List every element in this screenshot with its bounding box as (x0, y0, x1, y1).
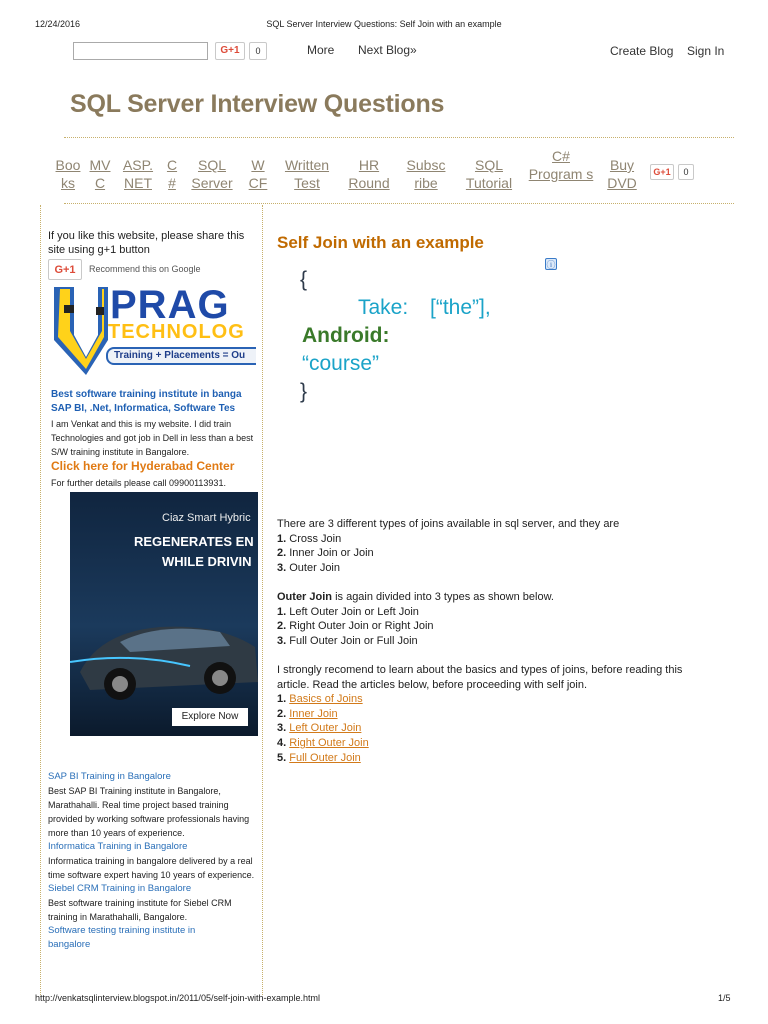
code-value2: “course” (302, 352, 380, 375)
tab-buy-dvd[interactable]: Buy DVD (607, 157, 637, 191)
article-item: 5. Full Outer Join (277, 751, 361, 764)
car-ad[interactable] (70, 492, 258, 736)
outer-item: 3. Full Outer Join or Full Join (277, 634, 418, 647)
car-ad-line3: WHILE DRIVIN (162, 554, 252, 569)
car-ad-line2: REGENERATES EN (134, 534, 254, 549)
hyderabad-link[interactable]: Click here for Hyderabad Center (51, 459, 235, 473)
tab-csharp-programs[interactable]: C# Program s (528, 148, 594, 182)
ad-info-icon[interactable]: ⓘ (546, 260, 556, 270)
code-close-brace: } (300, 380, 308, 403)
sidebar-link-siebel[interactable]: Siebel CRM Training in Bangalore (48, 883, 192, 894)
sidebar-link-testing[interactable]: Software testing training institute in bangalore (48, 925, 196, 950)
recommend-text: I strongly recomend to learn about the basics and types of joins, before reading this article. Read the articles below, before proceeding with self join. (277, 663, 683, 691)
ad-body: I am Venkat and this is my website. I did train Technologies and got job in Dell in less than a best S/W training institute in Bangalore. (51, 419, 254, 457)
sidebar-desc-siebel: Best software training institute for Siebel CRM training in Marathahalli, Bangalore. (48, 898, 232, 922)
title-divider (64, 137, 734, 138)
article-item: 2. Inner Join (277, 707, 338, 720)
tabs-divider (64, 203, 734, 204)
article-item: 3. Left Outer Join (277, 722, 362, 735)
more-link[interactable]: More (307, 43, 335, 57)
prag-tagline: Training + Placements = Ou (114, 350, 246, 361)
print-title: SQL Server Interview Questions: Self Join with an example (266, 19, 502, 29)
join-item: 2. Inner Join or Join (277, 547, 374, 560)
call-text: For further details please call 09900113931. (51, 478, 226, 488)
sidebar-link-informatica[interactable]: Informatica Training in Bangalore (48, 841, 188, 852)
sidebar-gplus-button[interactable]: G+1 (48, 259, 82, 280)
code-value: [“the”], (430, 296, 491, 319)
gplus-count: 0 (249, 42, 267, 60)
recommend-google: Recommend this on Google (89, 264, 201, 274)
tab-subscribe[interactable]: Subsc ribe (406, 157, 446, 191)
tabs-gplus-button[interactable]: G+1 (650, 164, 674, 180)
article-link-inner[interactable]: Inner Join (289, 707, 338, 720)
sidebar-left-border (40, 205, 41, 995)
tab-sql-tutorial[interactable]: SQL Tutorial (465, 157, 513, 191)
tab-books[interactable]: Boo ks (55, 157, 81, 191)
gplus-button[interactable]: G+1 (215, 42, 245, 60)
print-url: http://venkatsqlinterview.blogspot.in/2011/05/self-join-with-example.html (35, 993, 320, 1003)
sidebar-desc-informatica: Informatica training in bangalore delivered by a real time software expert having 10 years of experience. (48, 856, 255, 880)
code-open-brace: { (300, 268, 308, 291)
sidebar-links (48, 770, 258, 952)
explore-now-button[interactable]: Explore Now (172, 708, 248, 726)
blogger-search-input[interactable] (73, 42, 208, 60)
code-ad (298, 266, 558, 406)
tab-wcf[interactable]: W CF (248, 157, 268, 191)
share-text: If you like this website, please share this site using g+1 button (48, 230, 245, 256)
outer-item: 2. Right Outer Join or Right Join (277, 620, 434, 633)
tab-csharp[interactable]: C # (166, 157, 178, 191)
sidebar-desc-sap-bi: Best SAP BI Training institute in Bangalore, Marathahalli. Real time project based training provided by working software professionals having more than 10 years of experience. (48, 786, 250, 838)
code-key: Take: (358, 296, 409, 319)
outer-item: 1. Left Outer Join or Left Join (277, 605, 419, 618)
next-blog-link[interactable]: Next Blog» (358, 43, 417, 57)
post-body (277, 517, 717, 765)
tab-hr-round[interactable]: HR Round (348, 157, 390, 191)
article-link-basics[interactable]: Basics of Joins (289, 693, 363, 706)
ad-subline[interactable]: SAP BI, .Net, Informatica, Software Tes (51, 403, 236, 414)
tab-written-test[interactable]: Written Test (284, 157, 330, 191)
print-date: 12/24/2016 (35, 19, 81, 29)
join-item: 1. Cross Join (277, 532, 342, 545)
code-key2: Android: (302, 324, 390, 347)
car-icon (70, 602, 258, 702)
prag-banner[interactable] (50, 285, 256, 385)
tab-aspnet[interactable]: ASP. NET (122, 157, 154, 191)
tab-sql-server[interactable]: SQL Server (191, 157, 233, 191)
post-title: Self Join with an example (277, 233, 484, 252)
article-link-left-outer[interactable]: Left Outer Join (289, 722, 362, 735)
sidebar-link-sap-bi[interactable]: SAP BI Training in Bangalore (48, 771, 171, 782)
ad-headline[interactable]: Best software training institute in banga (51, 389, 242, 400)
site-title[interactable]: SQL Server Interview Questions (70, 90, 445, 118)
article-item: 1. Basics of Joins (277, 693, 363, 706)
print-page: 1/5 (718, 993, 731, 1003)
sidebar-right-border (262, 205, 263, 995)
article-item: 4. Right Outer Join (277, 736, 369, 749)
article-link-full-outer[interactable]: Full Outer Join (289, 751, 361, 764)
sign-in-link[interactable]: Sign In (687, 44, 725, 58)
tabs-gplus-count: 0 (678, 164, 694, 180)
intro-text: There are 3 different types of joins available in sql server, and they are (277, 518, 620, 530)
prag-brand-sub: TECHNOLOG (108, 321, 245, 343)
prag-brand: PRAG (110, 285, 230, 327)
car-ad-line1: Ciaz Smart Hybric (162, 512, 251, 524)
join-item: 3. Outer Join (277, 561, 340, 574)
tab-mvc[interactable]: MV C (89, 157, 111, 191)
create-blog-link[interactable]: Create Blog (610, 44, 674, 58)
outer-join-text: Outer Join is again divided into 3 types as shown below. (277, 590, 554, 603)
article-link-right-outer[interactable]: Right Outer Join (289, 736, 369, 749)
